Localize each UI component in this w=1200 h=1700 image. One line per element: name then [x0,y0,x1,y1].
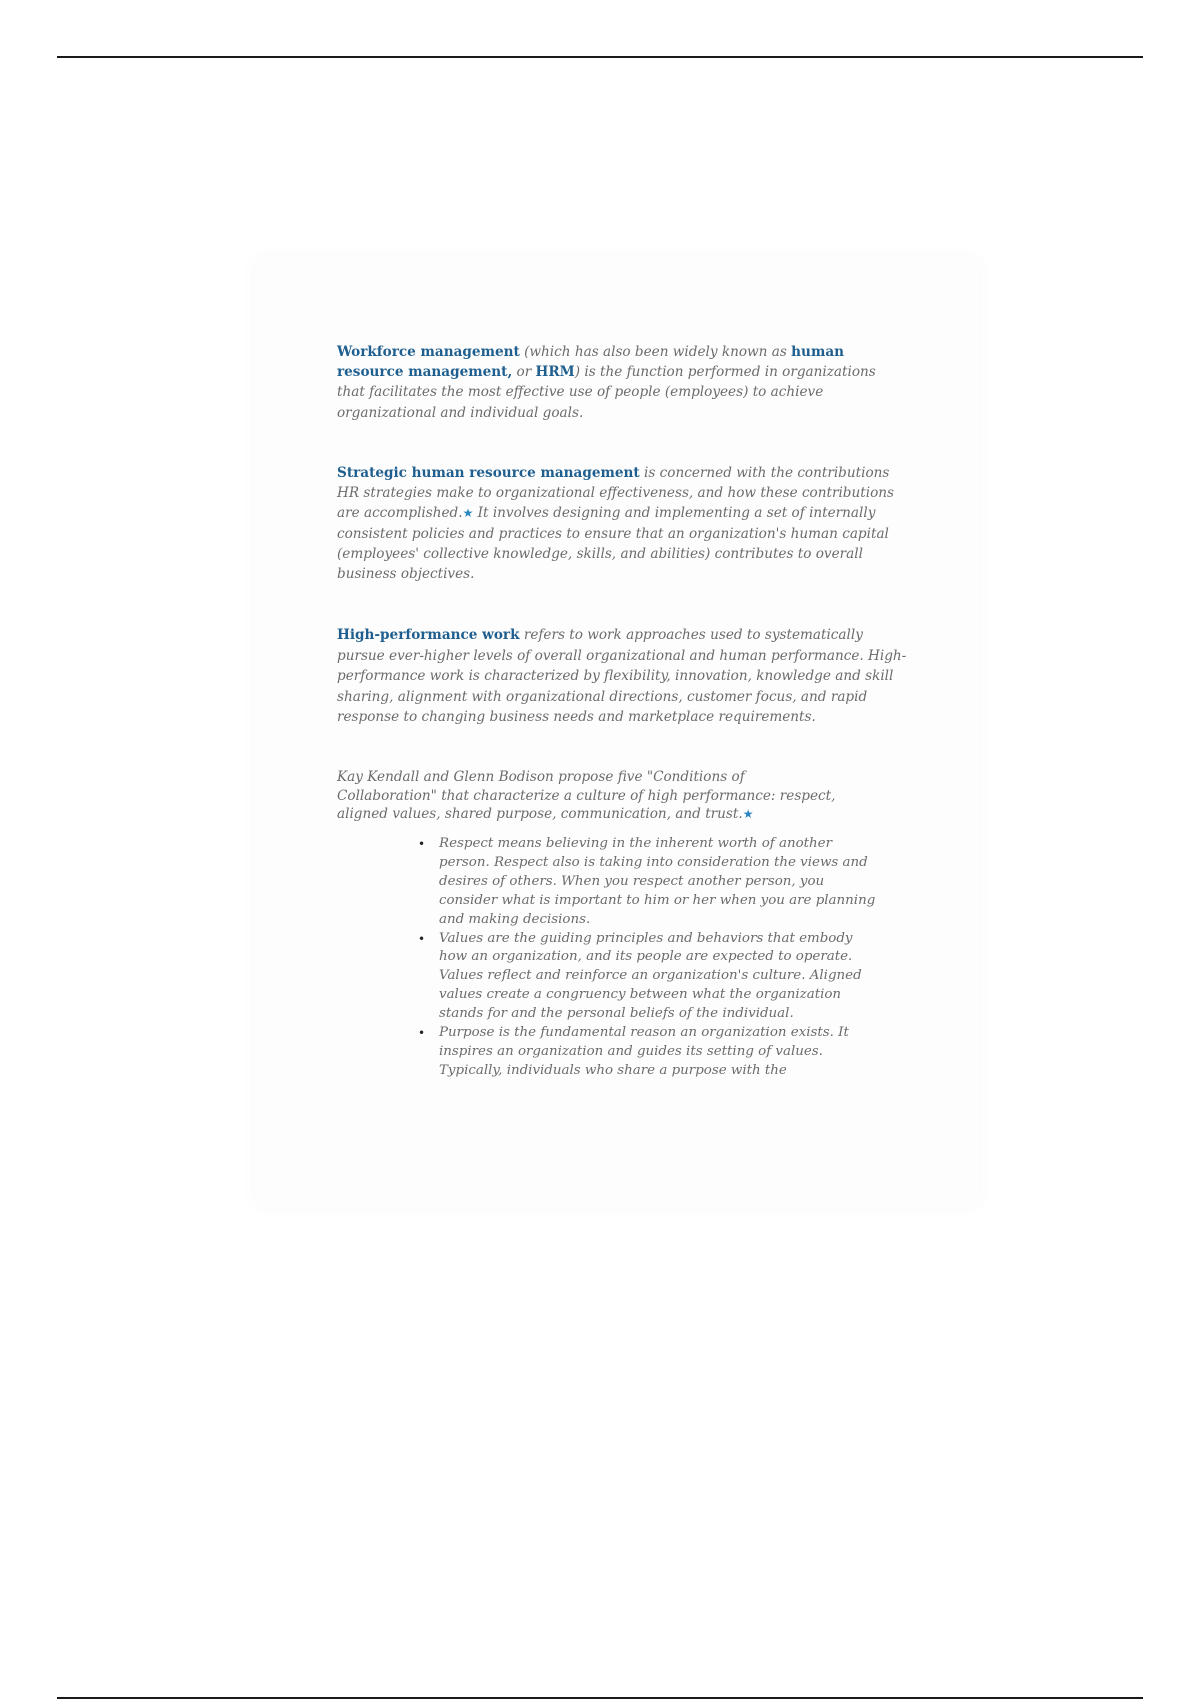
bottom-rule [57,1697,1143,1699]
bullet-icon: • [418,837,426,851]
paragraph-text: is concerned with the contributions HR strategies make to organizational effectiveness, and how these contributions are accomplished. [337,465,894,522]
conditions-list [418,835,879,1081]
list-item-text: Purpose is the fundamental reason an organization exists. It inspires an organization and guides its setting of values. Typically, individuals who share a purpose with the [439,1025,849,1078]
paragraph-strategic-hrm [337,463,907,584]
term-workforce-management: Workforce management [337,344,520,360]
paragraph-text: It involves designing and implementing a set of internally consistent policies and practices to ensure that an organization's human capital (employees' collective knowledge, skills, and abilities) contributes to overall business objectives. [337,505,889,583]
bullet-icon: • [418,1026,426,1041]
term-human-resource-management: human resource management, [337,344,845,381]
paragraph-conditions-of-collaboration [337,768,837,824]
term-strategic-hrm: Strategic human resource management [337,465,640,481]
paragraph-workforce-management [337,342,907,423]
bullet-icon: • [418,931,426,946]
list-item-text: Values are the guiding principles and behaviors that embody how an organization, and its people are expected to operate. Values reflect and reinforce an organization's culture. Aligned values create a congruency between what the organization stands for and the personal beliefs of the individual. [439,930,862,1022]
star-icon[interactable]: ★ [742,807,754,822]
star-icon[interactable]: ★ [462,506,474,521]
list-item-text: Respect means believing in the inherent worth of another person. Respect also is taking into consideration the views and desires of others. When you respect another person, you consider what is important to him or her when you are planning and making decisions. [439,836,876,927]
paragraph-text: (which has also been widely known as [519,344,792,360]
paragraph-text: or [512,364,536,381]
paragraph-text: ) is the function performed in organizations that facilitates the most effective use of people (employees) to achieve organizational and individual goals. [337,364,876,421]
paragraph-text: refers to work approaches used to systematically pursue ever-higher levels of overall organizational and human performance. High-performance work is characterized by flexibility, innovation, knowledge and skill sharing, alignment with organizational directions, customer focus, and rapid response to changing business needs and marketplace requirements. [337,627,907,726]
paragraph-high-performance-work [337,625,907,728]
document-page [255,258,979,1206]
term-hrm: HRM [535,364,575,381]
list-item [418,1024,879,1081]
list-item [418,835,879,930]
term-high-performance-work: High-performance work [337,627,520,643]
top-rule [57,56,1143,58]
list-item [418,930,879,1025]
paragraph-text: Kay Kendall and Glenn Bodison propose five "Conditions of Collaboration" that characterize a culture of high performance: respect, aligned values, shared purpose, communication, and trust. [337,769,836,823]
